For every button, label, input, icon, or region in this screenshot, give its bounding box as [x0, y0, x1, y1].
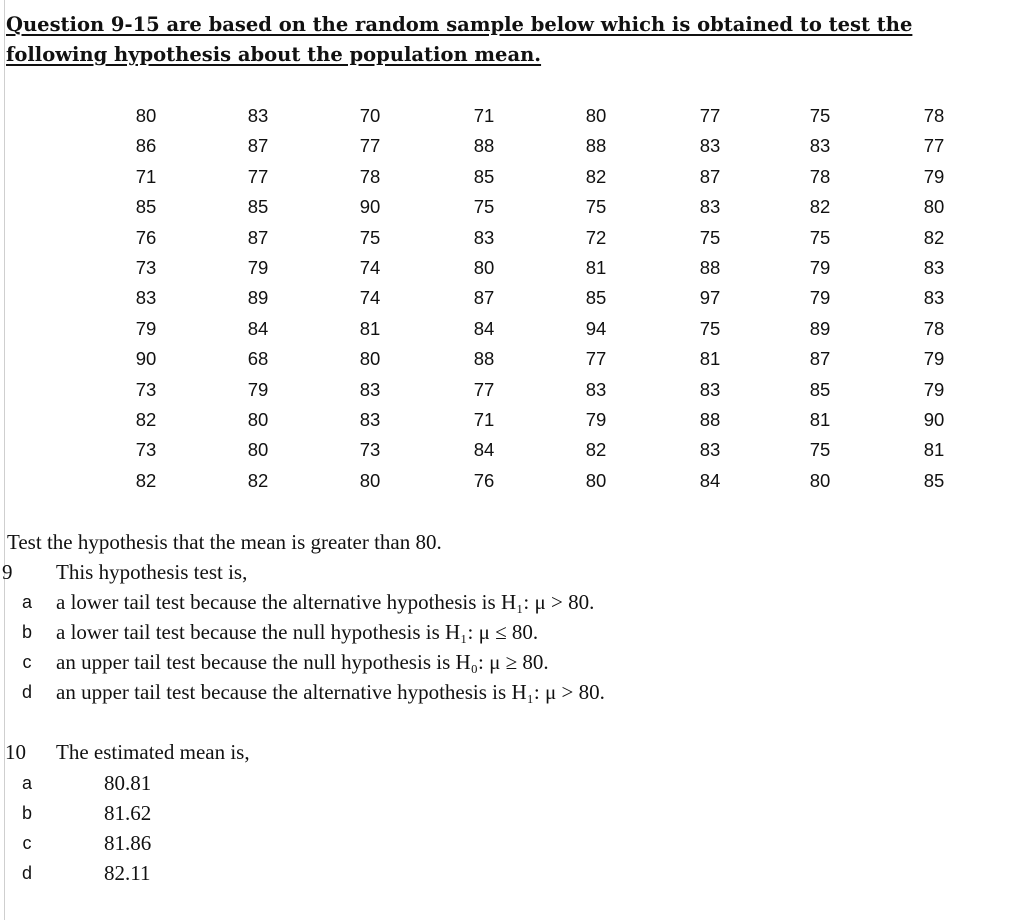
sample-value-cell: 88 — [699, 409, 721, 430]
q10-option-b-text: 81.62 — [104, 801, 152, 825]
sample-value-cell: 87 — [473, 287, 495, 309]
sample-value-cell: 80 — [359, 348, 381, 370]
sample-value-cell: 81 — [923, 439, 945, 461]
sample-value-cell: 80 — [585, 105, 607, 126]
sample-value-cell: 83 — [923, 257, 945, 278]
sample-value-cell: 78 — [923, 105, 945, 126]
sample-value-cell: 71 — [473, 105, 495, 126]
sample-value-cell: 77 — [699, 105, 721, 126]
sample-value-cell: 85 — [247, 196, 269, 218]
sample-value-cell: 79 — [809, 257, 831, 278]
sample-data-table — [90, 101, 990, 497]
q10-option-a-letter: a — [21, 773, 32, 793]
sample-value-cell: 85 — [809, 378, 831, 400]
sample-value-cell: 84 — [699, 469, 721, 491]
q10-option-c-text: 81.86 — [104, 831, 152, 855]
sample-value-cell: 82 — [585, 439, 607, 461]
sample-value-cell: 87 — [247, 135, 269, 157]
sample-value-cell: 94 — [585, 317, 607, 339]
q9-option-d-letter: d — [21, 682, 32, 702]
sample-value-cell: 83 — [923, 287, 945, 309]
sample-value-cell: 75 — [809, 105, 831, 126]
sample-value-cell: 80 — [473, 257, 495, 278]
question-heading — [6, 10, 966, 70]
sample-value-cell: 75 — [809, 439, 831, 461]
sample-value-cell: 83 — [473, 226, 495, 248]
q10-option-d-text: 82.11 — [104, 861, 151, 885]
sample-value-cell: 90 — [923, 409, 945, 430]
sample-value-cell: 85 — [473, 165, 495, 187]
instruction-text: Test the hypothesis that the mean is greater than 80. — [7, 530, 442, 554]
sample-value-cell: 82 — [135, 409, 157, 430]
heading-line-2: following hypothesis about the population mean. — [6, 43, 542, 66]
sample-value-cell: 82 — [135, 469, 157, 491]
sample-value-cell: 73 — [359, 439, 381, 461]
q9-option-d-text: an upper tail test because the alternative hypothesis is H₁: μ > 80. — [56, 680, 605, 704]
sample-value-cell: 83 — [247, 105, 269, 126]
sample-value-cell: 83 — [699, 378, 721, 400]
sample-value-cell: 79 — [135, 317, 157, 339]
sample-value-cell: 79 — [923, 165, 945, 187]
q9-option-c-letter: c — [22, 652, 32, 672]
sample-value-cell: 79 — [923, 348, 945, 370]
sample-value-cell: 88 — [473, 348, 495, 370]
sample-value-cell: 77 — [247, 165, 269, 187]
sample-value-cell: 78 — [809, 165, 831, 187]
sample-value-cell: 77 — [585, 348, 607, 370]
sample-value-cell: 87 — [809, 348, 831, 370]
sample-value-cell: 83 — [809, 135, 831, 157]
sample-value-cell: 83 — [359, 378, 381, 400]
heading-line-1: Question 9-15 are based on the random sample below which is obtained to test the — [6, 13, 913, 36]
sample-value-cell: 78 — [923, 317, 945, 339]
sample-value-cell: 77 — [473, 378, 495, 400]
question-10-prompt: The estimated mean is, — [56, 740, 250, 764]
question-9-prompt: This hypothesis test is, — [56, 560, 248, 584]
q10-option-b-letter: b — [21, 803, 32, 823]
sample-value-cell: 89 — [809, 317, 831, 339]
sample-value-cell: 87 — [247, 226, 269, 248]
sample-value-cell: 80 — [809, 469, 831, 491]
sample-value-cell: 85 — [923, 469, 945, 491]
sample-value-cell: 76 — [473, 469, 495, 491]
sample-value-cell: 75 — [699, 226, 721, 248]
sample-value-cell: 74 — [359, 257, 381, 278]
sample-value-cell: 73 — [135, 439, 157, 461]
q9-option-b-text: a lower tail test because the null hypothesis is H₁: μ ≤ 80. — [56, 620, 539, 644]
sample-value-cell: 81 — [585, 257, 607, 278]
sample-value-cell: 88 — [585, 135, 607, 157]
sheet-left-border — [4, 0, 5, 920]
sample-value-cell: 79 — [247, 378, 269, 400]
sample-value-cell: 75 — [473, 196, 495, 218]
sample-value-cell: 75 — [699, 317, 721, 339]
sample-value-cell: 82 — [585, 165, 607, 187]
sample-value-cell: 84 — [473, 439, 495, 461]
sample-value-cell: 83 — [699, 135, 721, 157]
question-9-number: 9 — [2, 560, 13, 584]
sample-value-cell: 75 — [585, 196, 607, 218]
sample-value-cell: 85 — [135, 196, 157, 218]
sample-value-cell: 72 — [585, 226, 607, 248]
sample-value-cell: 71 — [135, 165, 157, 187]
sample-value-cell: 80 — [923, 196, 945, 218]
sample-value-cell: 74 — [359, 287, 381, 309]
sample-value-cell: 77 — [359, 135, 381, 157]
sample-value-cell: 83 — [359, 409, 381, 430]
sample-value-cell: 85 — [585, 287, 607, 309]
sample-value-cell: 79 — [247, 257, 269, 278]
sample-value-cell: 89 — [247, 287, 269, 309]
sample-value-cell: 81 — [699, 348, 721, 370]
sample-value-cell: 79 — [585, 409, 607, 430]
question-10-number: 10 — [5, 740, 26, 764]
sample-value-cell: 87 — [699, 165, 721, 187]
sample-value-cell: 80 — [247, 409, 269, 430]
sample-value-cell: 82 — [809, 196, 831, 218]
sample-value-cell: 84 — [473, 317, 495, 339]
sample-value-cell: 68 — [247, 348, 269, 370]
sample-value-cell: 86 — [135, 135, 157, 157]
sample-value-cell: 83 — [699, 196, 721, 218]
sample-value-cell: 73 — [135, 257, 157, 278]
sample-value-cell: 82 — [923, 226, 945, 248]
sample-value-cell: 77 — [923, 135, 945, 157]
sample-value-cell: 80 — [247, 439, 269, 461]
sample-value-cell: 88 — [699, 257, 721, 278]
sample-value-cell: 80 — [359, 469, 381, 491]
sample-value-cell: 75 — [809, 226, 831, 248]
q9-option-b-letter: b — [21, 622, 32, 642]
sample-value-cell: 70 — [359, 105, 381, 126]
sample-value-cell: 80 — [585, 469, 607, 491]
sample-value-cell: 84 — [247, 317, 269, 339]
sample-value-cell: 82 — [247, 469, 269, 491]
q9-option-c-text: an upper tail test because the null hypothesis is H₀: μ ≥ 80. — [56, 650, 549, 674]
sample-value-cell: 71 — [473, 409, 495, 430]
sample-value-cell: 83 — [699, 439, 721, 461]
sample-value-cell: 81 — [359, 317, 381, 339]
sample-value-cell: 90 — [359, 196, 381, 218]
q10-option-c-letter: c — [22, 833, 32, 853]
sample-value-cell: 78 — [359, 165, 381, 187]
sample-value-cell: 97 — [699, 287, 721, 309]
sample-value-cell: 79 — [809, 287, 831, 309]
q10-option-d-letter: d — [21, 863, 32, 883]
sample-value-cell: 76 — [135, 226, 157, 248]
sample-value-cell: 80 — [135, 105, 157, 126]
q9-option-a-text: a lower tail test because the alternative hypothesis is H₁: μ > 80. — [56, 590, 595, 614]
q9-option-a-letter: a — [21, 592, 32, 612]
sample-value-cell: 88 — [473, 135, 495, 157]
sample-value-cell: 81 — [809, 409, 831, 430]
sample-value-cell: 83 — [135, 287, 157, 309]
sample-value-cell: 73 — [135, 378, 157, 400]
q10-option-a-text: 80.81 — [104, 771, 152, 795]
sample-value-cell: 83 — [585, 378, 607, 400]
sample-value-cell: 75 — [359, 226, 381, 248]
sample-value-cell: 90 — [135, 348, 157, 370]
sample-value-cell: 79 — [923, 378, 945, 400]
